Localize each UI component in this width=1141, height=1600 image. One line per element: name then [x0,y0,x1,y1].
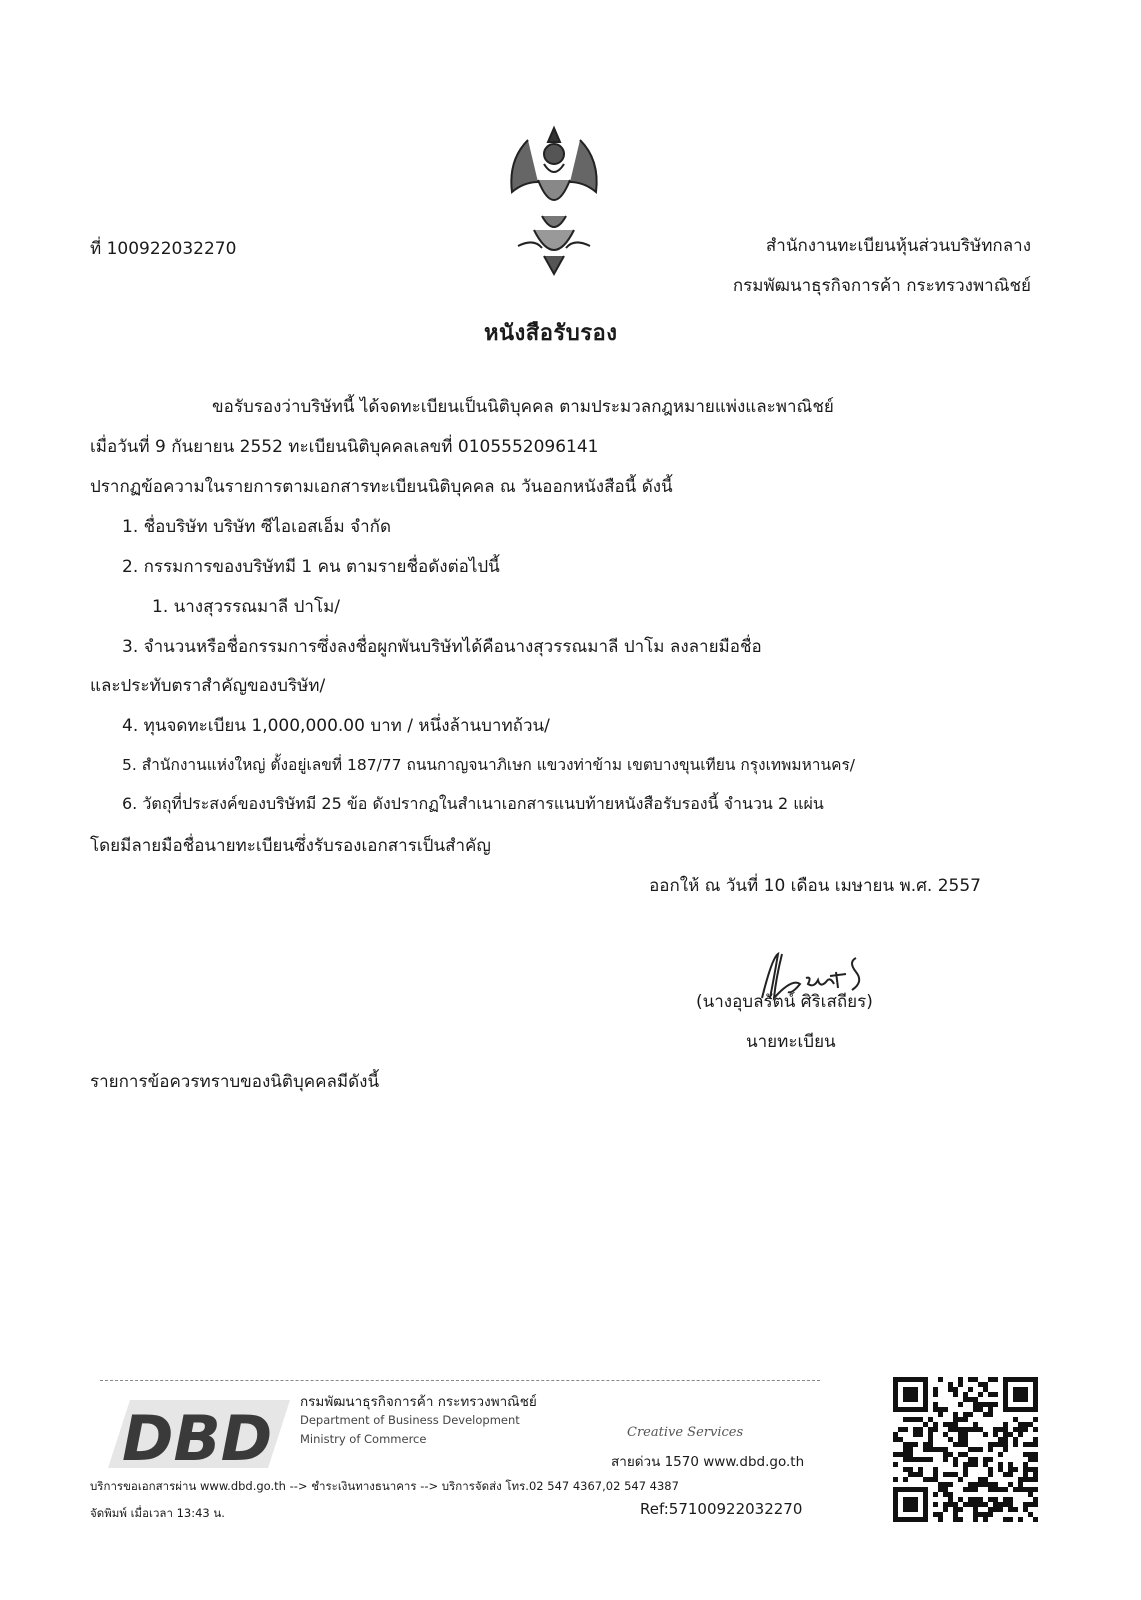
garuda-emblem [498,120,610,278]
item-5: 5. สำนักงานแห่งใหญ่ ตั้งอยู่เลขที่ 187/77 ถนนกาญจนาภิเษก แขวงท่าข้าม เขตบางขุนเทียน กรุงเทพมหานคร/ [122,756,856,774]
dbd-logo [100,1398,290,1470]
item-6: 6. วัตถุที่ประสงค์ของบริษัทมี 25 ข้อ ดังปรากฏในสำเนาเอกสารแนบท้ายหนังสือรับรองนี้ จำนวน 2 แผ่น [122,794,824,813]
office-line-1: สำนักงานทะเบียนหุ้นส่วนบริษัทกลาง [765,236,1031,256]
item-3-line-2: และประทับตราสำคัญของบริษัท/ [90,676,326,696]
item-3-line-1: 3. จำนวนหรือชื่อกรรมการซึ่งลงชื่อผูกพันบริษัทได้คือนางสุวรรณมาลี ปาโม ลงลายมือชื่อ [122,637,762,657]
reference-number: Ref:57100922032270 [640,1500,803,1518]
creative-services-label: Creative Services [627,1425,744,1440]
issue-date: ออกให้ ณ วันที่ 10 เดือน เมษายน พ.ศ. 2557 [649,876,981,896]
footer-dept-thai: กรมพัฒนาธุรกิจการค้า กระทรวงพาณิชย์ [300,1394,537,1410]
office-line-2: กรมพัฒนาธุรกิจการค้า กระทรวงพาณิชย์ [732,276,1031,296]
item-2-sub-1: 1. นางสุวรรณมาลี ปาโม/ [152,597,341,617]
registrar-position: นายทะเบียน [746,1032,836,1052]
document-number: ที่ 100922032270 [90,239,237,259]
registrar-name: (นางอุบลรัตน์ ศิริเสถียร) [696,992,873,1012]
intro-line-2: เมื่อวันที่ 9 กันยายน 2552 ทะเบียนนิติบุคคลเลขที่ 0105552096141 [90,437,599,457]
item-1: 1. ชื่อบริษัท บริษัท ซีไอเอสเอ็ม จำกัด [122,517,392,537]
item-4: 4. ทุนจดทะเบียน 1,000,000.00 บาท / หนึ่งล้านบาทถ้วน/ [122,716,550,736]
footer-services: บริการขอเอกสารผ่าน www.dbd.go.th --> ชำระเงินทางธนาคาร --> บริการจัดส่ง โทร.02 547 4367,02 547 4387 [90,1479,679,1493]
footer-divider [100,1380,820,1381]
dbd-logo-text: DBD [122,1402,273,1470]
intro-line-3: ปรากฏข้อความในรายการตามเอกสารทะเบียนนิติบุคคล ณ วันออกหนังสือนี้ ดังนี้ [90,477,673,497]
qr-code [888,1372,1044,1532]
footer-dept-en-1: Department of Business Development [300,1413,520,1427]
hotline: สายด่วน 1570 www.dbd.go.th [611,1454,805,1470]
notes-heading: รายการข้อควรทราบของนิติบุคคลมีดังนี้ [90,1072,380,1092]
footer-printed-time: จัดพิมพ์ เมื่อเวลา 13:43 น. [90,1506,225,1520]
closing-line: โดยมีลายมือชื่อนายทะเบียนซึ่งรับรองเอกสารเป็นสำคัญ [90,836,491,856]
item-2: 2. กรรมการของบริษัทมี 1 คน ตามรายชื่อดังต่อไปนี้ [122,557,500,577]
intro-line-1: ขอรับรองว่าบริษัทนี้ ได้จดทะเบียนเป็นนิติบุคคล ตามประมวลกฎหมายแพ่งและพาณิชย์ [212,397,834,417]
footer-dept-en-2: Ministry of Commerce [300,1432,427,1446]
document-title: หนังสือรับรอง [484,321,618,346]
